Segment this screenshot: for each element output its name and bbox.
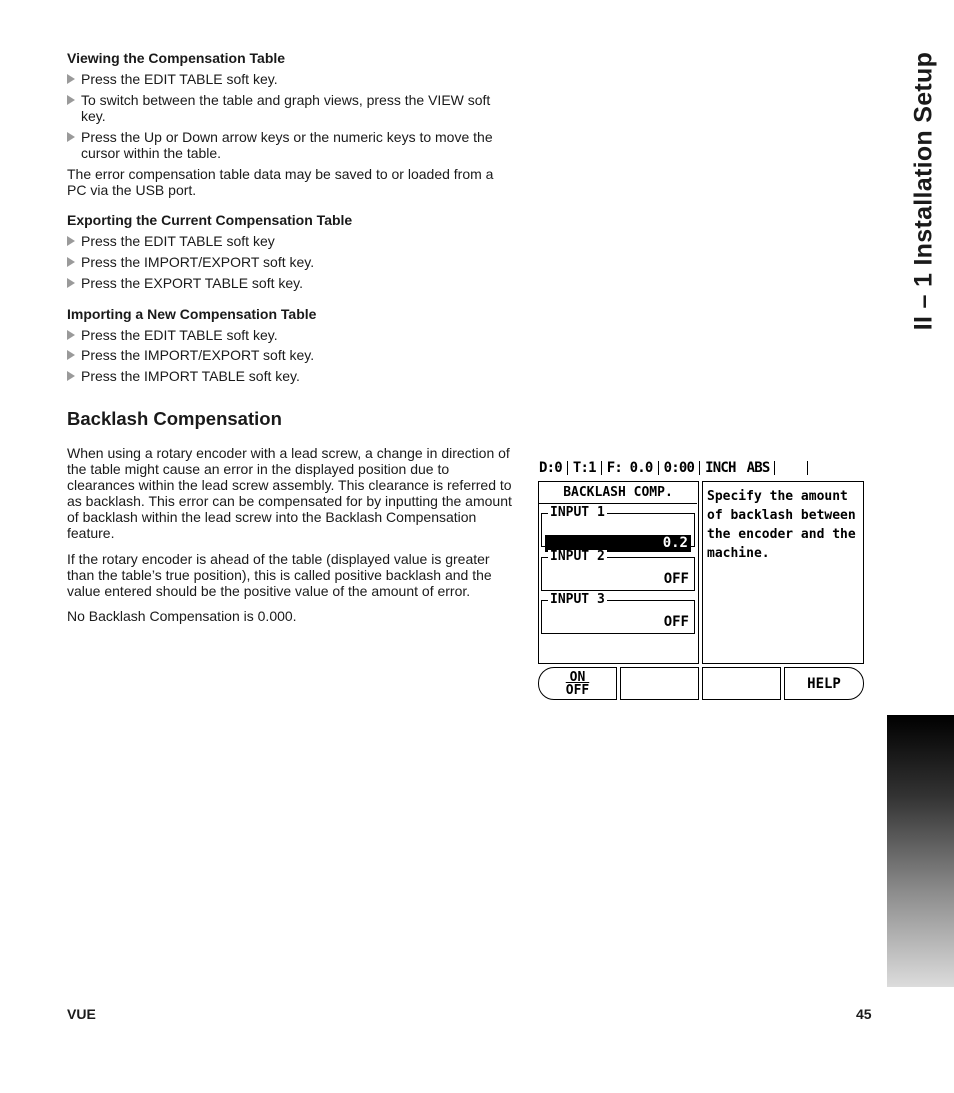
section-title-viewing: Viewing the Compensation Table xyxy=(67,50,286,66)
section-title-exporting: Exporting the Current Compensation Table xyxy=(67,212,353,228)
page-number: 45 xyxy=(856,1006,872,1022)
help-text: Specify the amount of backlash between the encoder and the machine. xyxy=(707,489,856,561)
softkey-off-label: $\overline{OFF}$ xyxy=(565,682,590,698)
input-3-value: OFF xyxy=(663,614,689,630)
status-divider xyxy=(699,461,700,475)
step-text: Press the IMPORT/EXPORT soft key. xyxy=(81,254,315,270)
help-softkey[interactable] xyxy=(784,667,864,700)
chapter-tab-label: II – 1 Installation Setup xyxy=(909,51,938,331)
input-1-value[interactable]: 0.2 xyxy=(545,535,691,552)
status-units: INCH xyxy=(705,460,736,476)
step-item xyxy=(67,92,512,124)
step-text: Press the IMPORT TABLE soft key. xyxy=(81,368,300,384)
bullet-triangle-icon xyxy=(67,132,75,142)
input-1-label: INPUT 1 xyxy=(550,505,605,520)
step-text: Press the EDIT TABLE soft key. xyxy=(81,327,278,343)
thumb-index-bar xyxy=(887,715,954,987)
input-2-label: INPUT 2 xyxy=(550,549,605,564)
input-2-value: OFF xyxy=(663,571,689,587)
bullet-triangle-icon xyxy=(67,236,75,246)
backlash-paragraph: No Backlash Compensation is 0.000. xyxy=(67,608,297,624)
step-text: Press the EXPORT TABLE soft key. xyxy=(81,275,304,291)
status-divider xyxy=(601,461,602,475)
bullet-triangle-icon xyxy=(67,95,75,105)
step-text: To switch between the table and graph views, press the VIEW soft key. xyxy=(81,92,491,124)
form-title: BACKLASH COMP. xyxy=(539,482,697,504)
note-paragraph: The error compensation table data may be saved to or loaded from a PC via the USB port. xyxy=(67,166,494,198)
status-bar xyxy=(539,460,813,476)
on-off-softkey[interactable] xyxy=(538,667,617,700)
status-divider xyxy=(774,461,775,475)
softkey-help-label: HELP xyxy=(807,675,841,692)
step-item xyxy=(67,71,512,87)
backlash-paragraph: When using a rotary encoder with a lead screw, a change in direction of the table might cause an error in the displayed position due to clearances within the lead screw assembly. This clearance is referred to as backlash. This error can be compensated for by inputting the amount of backlash within the lead screw into the Backlash Compensation feature. xyxy=(67,445,512,541)
bullet-triangle-icon xyxy=(67,278,75,288)
step-item xyxy=(67,233,512,249)
bullet-triangle-icon xyxy=(67,257,75,267)
step-text: Press the EDIT TABLE soft key xyxy=(81,233,275,249)
status-feed: F: 0.0 xyxy=(606,460,653,476)
status-datum: D:0 xyxy=(539,460,562,476)
step-text: Press the IMPORT/EXPORT soft key. xyxy=(81,347,315,363)
status-divider xyxy=(807,461,808,475)
help-panel xyxy=(702,481,864,664)
step-text: Press the Up or Down arrow keys or the numeric keys to move the cursor within the table. xyxy=(81,129,493,161)
step-text: Press the EDIT TABLE soft key. xyxy=(81,71,278,87)
status-divider xyxy=(658,461,659,475)
status-tool: T:1 xyxy=(572,460,596,476)
section-title-importing: Importing a New Compensation Table xyxy=(67,306,317,322)
softkey-blank-3[interactable] xyxy=(702,667,781,700)
step-item xyxy=(67,347,512,363)
softkey-blank-2[interactable] xyxy=(620,667,699,700)
status-mode: ABS xyxy=(746,460,770,476)
step-item xyxy=(67,129,512,161)
bullet-triangle-icon xyxy=(67,350,75,360)
bullet-triangle-icon xyxy=(67,330,75,340)
status-divider xyxy=(567,461,568,475)
backlash-heading: Backlash Compensation xyxy=(67,408,282,429)
bullet-triangle-icon xyxy=(67,371,75,381)
chapter-side-tab xyxy=(908,50,940,332)
step-item xyxy=(67,254,512,270)
footer-product: VUE xyxy=(67,1006,96,1022)
bullet-triangle-icon xyxy=(67,74,75,84)
backlash-paragraph: If the rotary encoder is ahead of the table (displayed value is greater than the table’s true position), this is called positive backlash and the value entered should be the positive value of the amount of error. xyxy=(67,551,492,599)
status-timer: 0:00 xyxy=(663,460,695,476)
step-item xyxy=(67,327,512,343)
step-item xyxy=(67,275,512,291)
input-3-label: INPUT 3 xyxy=(550,592,605,607)
step-item xyxy=(67,368,512,384)
softkey-on-label: ON xyxy=(569,669,586,685)
